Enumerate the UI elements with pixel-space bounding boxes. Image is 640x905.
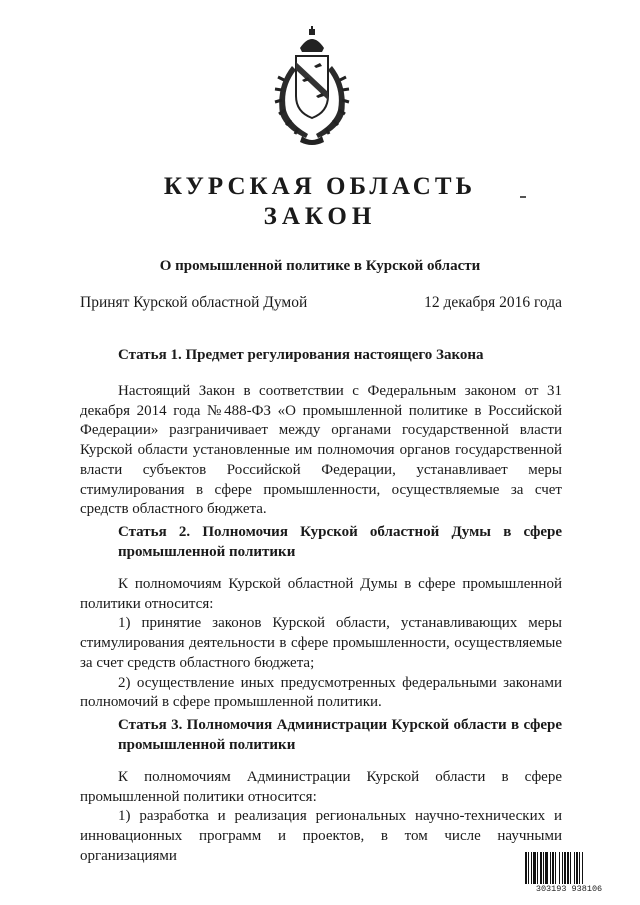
paragraph: Настоящий Закон в соответствии с Федеральным законом от 31 декабря 2014 года №488-ФЗ «О промышленной политике в Российской Федерации» разграничивает между органами государственной власти Курской области установленные им полномочия органов государственной власти субъектов Российской Федерации, устанавливает меры стимулирования в сфере промышленности, осуществляемые за счет средств областного бюджета. — [80, 383, 562, 518]
barcode-bar — [562, 852, 563, 884]
article-1-body — [80, 382, 562, 520]
barcode-bar — [531, 852, 532, 884]
article-1-heading: Статья 1. Предмет регулирования настоящего Закона — [118, 347, 484, 363]
barcode-bar — [537, 852, 538, 884]
barcode-bar — [550, 852, 551, 884]
barcode-bar — [540, 852, 542, 884]
region-title: КУРСКАЯ ОБЛАСТЬ — [163, 173, 477, 200]
kursk-coat-of-arms-icon — [262, 26, 362, 148]
barcode-bar — [545, 852, 548, 884]
barcode-bar — [564, 852, 566, 884]
barcode-bar — [528, 852, 529, 884]
paragraph: 1) разработка и реализация региональных научно-технических и инновационных программ и проектов, в том числе научными организациями — [80, 808, 562, 864]
barcode-bar — [567, 852, 569, 884]
barcode-bars — [524, 852, 614, 884]
article-3-heading: Статья 3. Полномочия Администрации Курской области в сфере промышленной политики — [118, 717, 562, 753]
barcode-bar — [559, 852, 560, 884]
barcode-bar — [543, 852, 544, 884]
barcode-bar — [570, 852, 571, 884]
barcode-bar — [525, 852, 527, 884]
barcode-number: 303193 938106 — [535, 884, 603, 894]
barcode-bar — [555, 852, 556, 884]
adopted-by: Принят Курской областной Думой — [80, 294, 308, 311]
article-3-body — [80, 768, 562, 867]
barcode-bar — [576, 852, 578, 884]
adopted-date: 12 декабря 2016 года — [424, 294, 562, 311]
barcode — [524, 852, 614, 896]
barcode-bar — [574, 852, 575, 884]
barcode-bar — [582, 852, 583, 884]
document-type: ЗАКОН — [263, 203, 377, 230]
article-2-body — [80, 575, 562, 713]
barcode-bar — [552, 852, 554, 884]
article-2-heading: Статья 2. Полномочия Курской областной Думы в сфере промышленной политики — [118, 524, 562, 560]
paragraph: К полномочиям Курской областной Думы в сфере промышленной политики относится: — [80, 576, 562, 612]
paragraph: 1) принятие законов Курской области, устанавливающих меры стимулирования деятельности в сфере промышленности, осуществляемые за счет средств областного бюджета; — [80, 615, 562, 671]
paragraph: 2) осуществление иных предусмотренных федеральными законами полномочий в сфере промышленной политики. — [80, 674, 562, 711]
paragraph: К полномочиям Администрации Курской области в сфере промышленной политики относится: — [80, 769, 562, 805]
barcode-bar — [533, 852, 536, 884]
law-title: О промышленной политике в Курской области — [159, 258, 481, 274]
barcode-bar — [579, 852, 580, 884]
